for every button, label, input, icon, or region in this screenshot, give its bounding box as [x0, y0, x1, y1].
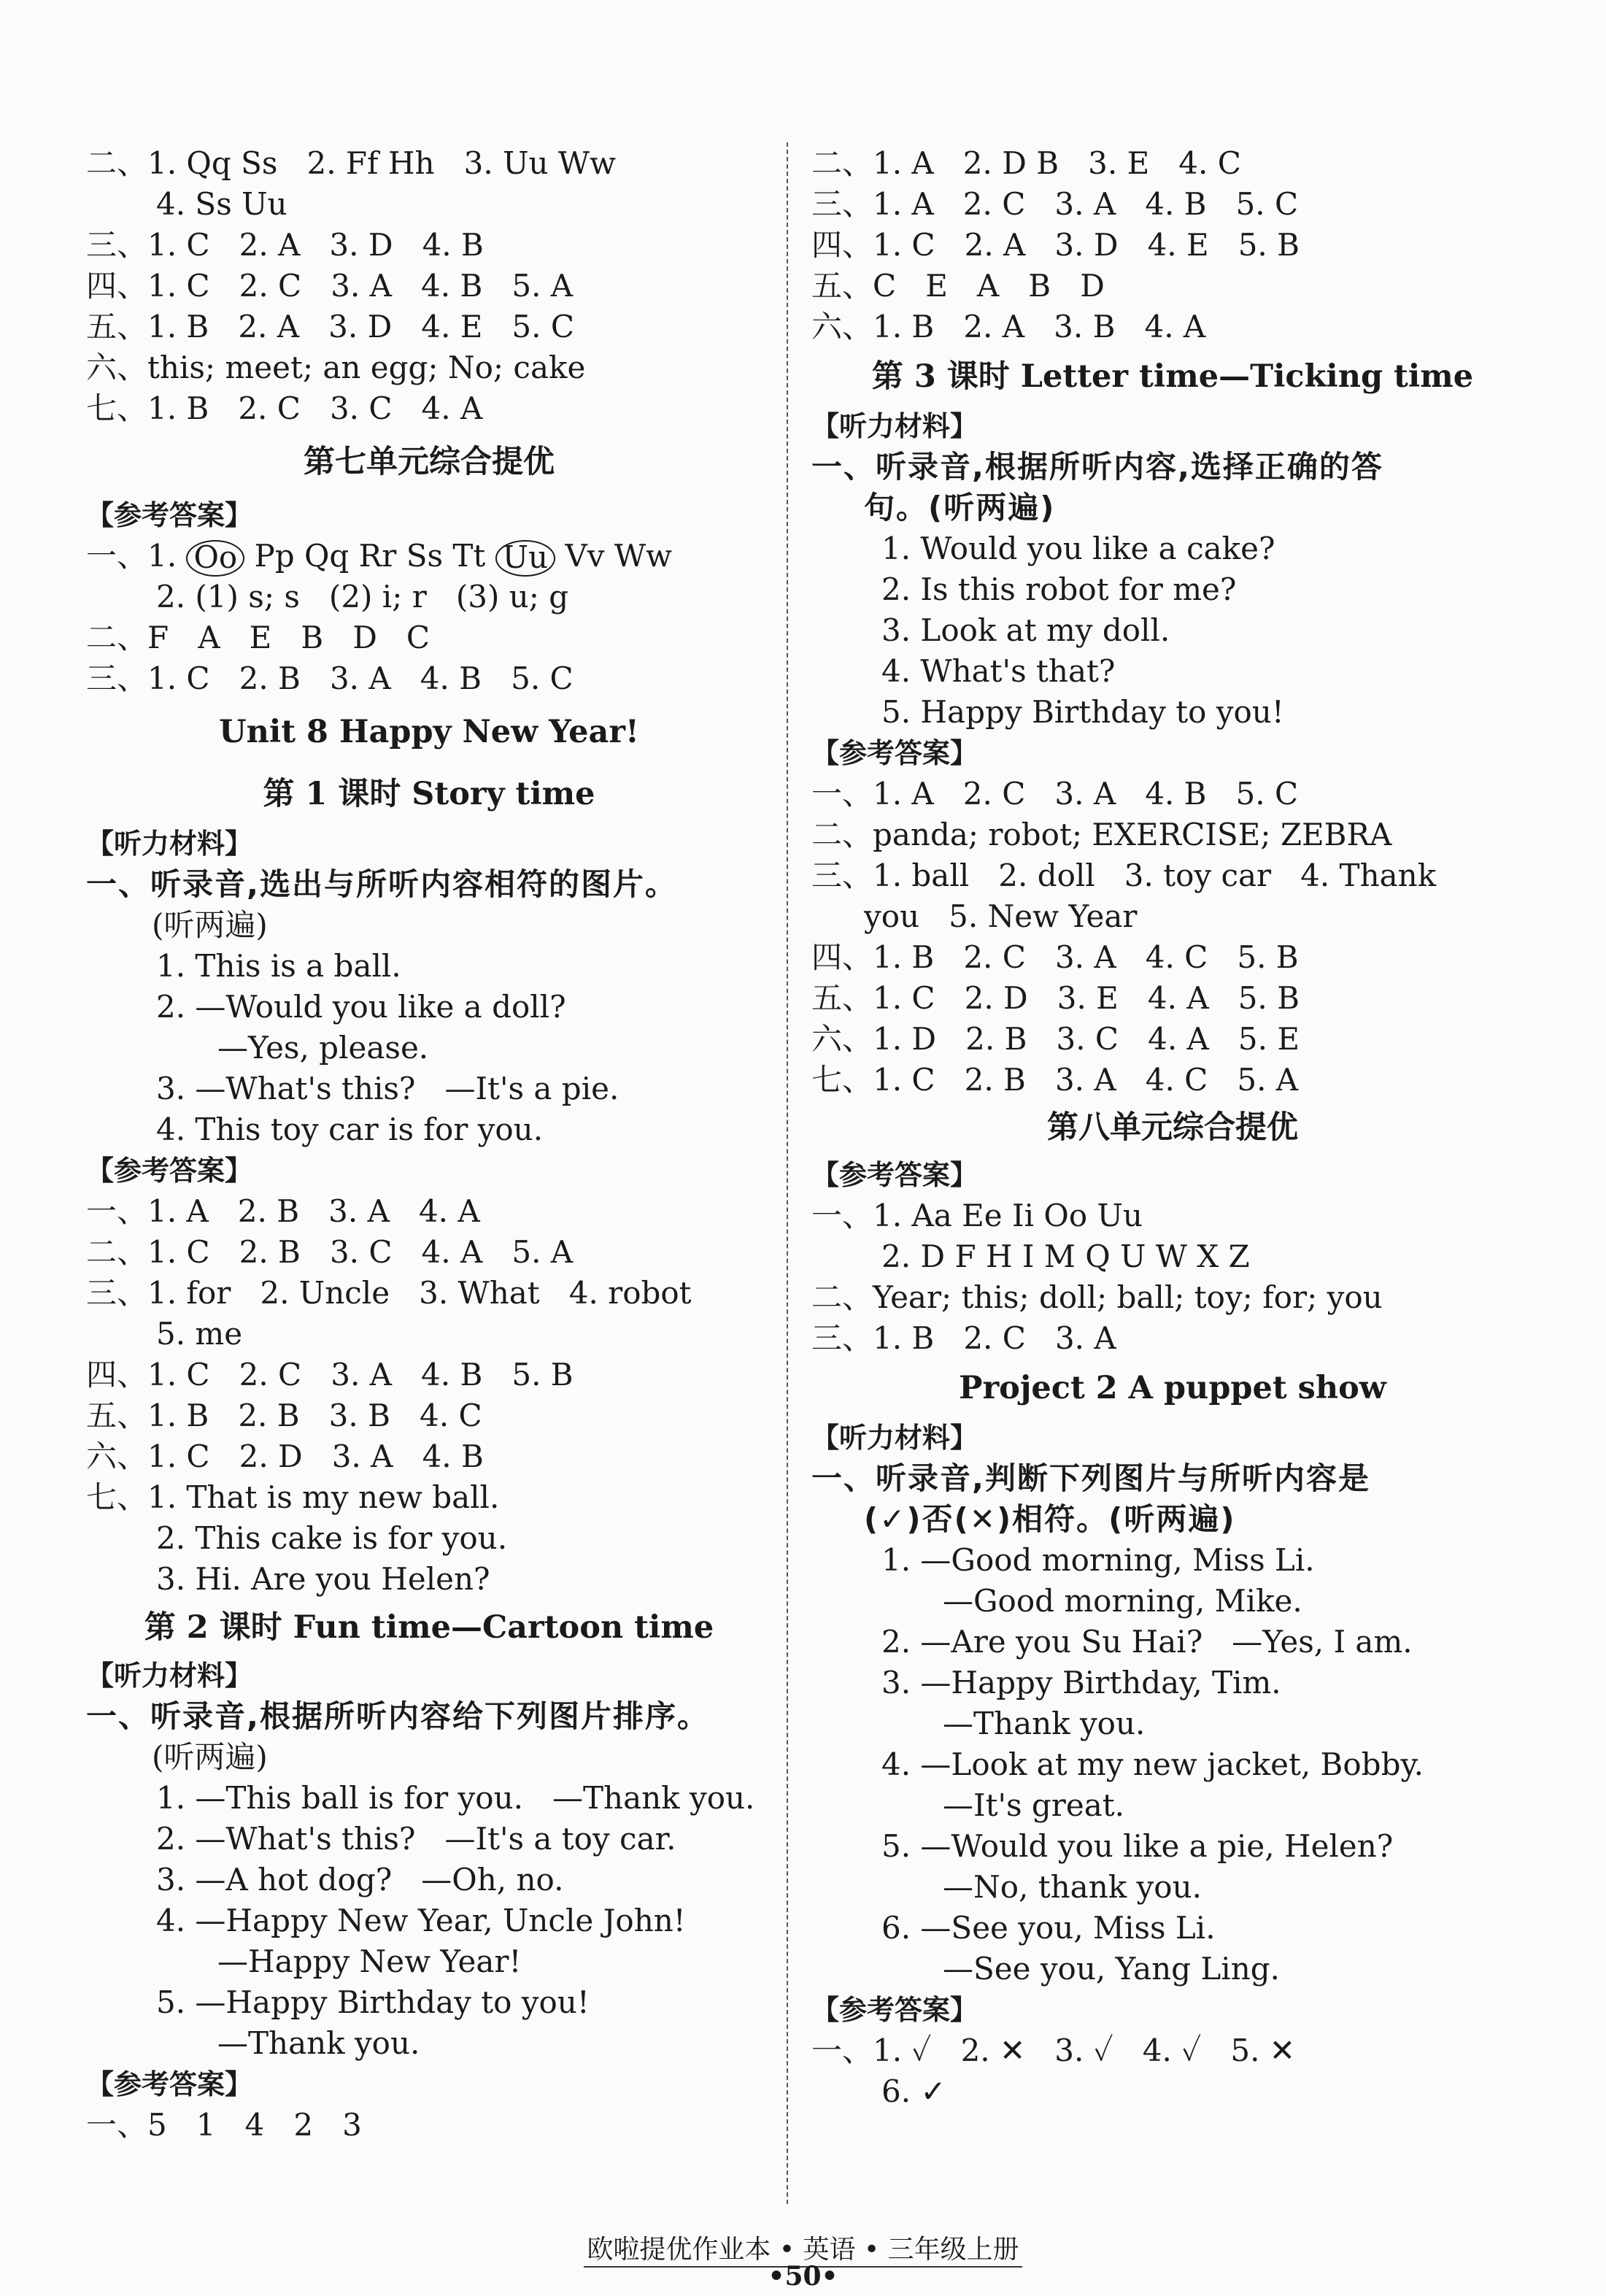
- question-text: 一、听录音,根据所听内容给下列图片排序。: [86, 1698, 709, 1734]
- answer-line: 6. ✓: [881, 2073, 946, 2109]
- script-line: 1. —This ball is for you. —Thank you.: [156, 1780, 755, 1816]
- book-title-footer: 欧啦提优作业本 • 英语 • 三年级上册: [0, 2229, 1606, 2266]
- answer-line: 七、1. That is my new ball.: [86, 1479, 500, 1515]
- answer-line: 二、1. Qq Ss 2. Ff Hh 3. Uu Ww: [86, 145, 616, 181]
- answer-line: 三、1. ball 2. doll 3. toy car 4. Thank: [811, 858, 1437, 893]
- answer-line: 一、1. ✓ 2. ✕ 3. ✓ 4. ✓ 5. ✕: [811, 2033, 1295, 2068]
- script-line: 4. —Look at my new jacket, Bobby.: [881, 1746, 1424, 1782]
- answer-line: 二、Year; this; doll; ball; toy; for; you: [811, 1279, 1383, 1315]
- answer-label: 【参考答案】: [86, 1155, 253, 1187]
- answer-line: 四、1. B 2. C 3. A 4. C 5. B: [811, 939, 1299, 975]
- answer-line: 2. D F H I M Q U W X Z: [881, 1238, 1250, 1274]
- answer-line: 四、1. C 2. A 3. D 4. E 5. B: [811, 227, 1300, 263]
- answer-line: 二、F A E B D C: [86, 620, 431, 655]
- unit-heading: Unit 8 Happy New Year!: [219, 714, 639, 750]
- script-line: 3. —What's this? —It's a pie.: [156, 1071, 619, 1106]
- answer-line: 一、1. Aa Ee Ii Oo Uu: [811, 1198, 1143, 1233]
- page-number: •50•: [768, 2261, 838, 2292]
- script-line: —Good morning, Mike.: [943, 1583, 1302, 1619]
- answer-line: 三、1. A 2. C 3. A 4. B 5. C: [811, 186, 1299, 222]
- script-line: —Yes, please.: [217, 1030, 429, 1066]
- script-line: —It's great.: [943, 1787, 1125, 1823]
- answer-line: 五、1. C 2. D 3. E 4. A 5. B: [811, 980, 1300, 1016]
- answer-line: 五、C E A B D: [811, 268, 1105, 304]
- answer-line: 四、1. C 2. C 3. A 4. B 5. B: [86, 1357, 574, 1392]
- answer-line: 二、1. C 2. B 3. C 4. A 5. A: [86, 1234, 574, 1270]
- answer-line: you 5. New Year: [864, 898, 1138, 934]
- listening-label: 【听力材料】: [811, 1422, 978, 1454]
- script-line: 2. Is this robot for me?: [881, 571, 1237, 607]
- circled-letter: Oo: [186, 540, 244, 577]
- column-divider: [787, 142, 788, 2204]
- lesson-heading: 第 3 课时 Letter time—Ticking time: [871, 358, 1474, 395]
- question-text: 句。(听两遍): [864, 490, 1056, 525]
- answer-line: 六、1. C 2. D 3. A 4. B: [86, 1438, 484, 1474]
- answer-line: 2. This cake is for you.: [156, 1520, 508, 1556]
- answer-line: 一、1. A 2. B 3. A 4. A: [86, 1193, 480, 1229]
- answer-label: 【参考答案】: [811, 1994, 978, 2026]
- script-line: 5. —Would you like a pie, Helen?: [881, 1828, 1394, 1864]
- answer-line: 七、1. C 2. B 3. A 4. C 5. A: [811, 1062, 1299, 1098]
- answer-line: 一、1. A 2. C 3. A 4. B 5. C: [811, 776, 1299, 812]
- question-text: 一、听录音,判断下列图片与所听内容是: [811, 1460, 1370, 1496]
- script-line: —See you, Yang Ling.: [943, 1951, 1280, 1987]
- answer-line: 五、1. B 2. B 3. B 4. C: [86, 1398, 482, 1433]
- answer-line: 六、1. D 2. B 3. C 4. A 5. E: [811, 1021, 1300, 1057]
- script-line: 4. What's that?: [881, 653, 1116, 689]
- script-line: —Thank you.: [943, 1706, 1146, 1741]
- answer-line: 六、1. B 2. A 3. B 4. A: [811, 309, 1206, 344]
- script-line: —No, thank you.: [943, 1869, 1202, 1905]
- script-line: —Happy New Year!: [217, 1943, 522, 1979]
- answer-line: 三、1. C 2. A 3. D 4. B: [86, 227, 484, 263]
- question-text: 一、听录音,根据所听内容,选择正确的答: [811, 449, 1383, 485]
- answer-line: 2. (1) s; s (2) i; r (3) u; g: [156, 579, 569, 615]
- answer-line: 四、1. C 2. C 3. A 4. B 5. A: [86, 268, 574, 304]
- section-heading: 第八单元综合提优: [1047, 1109, 1298, 1146]
- question-note: (听两遍): [152, 907, 268, 943]
- answer-line: 三、1. B 2. C 3. A: [811, 1320, 1116, 1356]
- script-line: 4. This toy car is for you.: [156, 1112, 544, 1147]
- script-line: —Thank you.: [217, 2025, 420, 2061]
- script-line: 1. This is a ball.: [156, 948, 401, 984]
- question-note: (听两遍): [152, 1739, 268, 1775]
- listening-label: 【听力材料】: [86, 828, 253, 860]
- answer-line: 二、1. A 2. D B 3. E 4. C: [811, 145, 1241, 181]
- answer-label: 【参考答案】: [811, 737, 978, 769]
- script-line: 3. Look at my doll.: [881, 612, 1170, 648]
- answer-label: 【参考答案】: [811, 1159, 978, 1191]
- script-line: 5. Happy Birthday to you!: [881, 694, 1284, 730]
- script-line: 2. —What's this? —It's a toy car.: [156, 1821, 676, 1857]
- answer-line: 六、this; meet; an egg; No; cake: [86, 350, 586, 385]
- right-column: [811, 143, 1534, 2112]
- script-line: 5. —Happy Birthday to you!: [156, 1984, 590, 2020]
- script-line: 1. —Good morning, Miss Li.: [881, 1542, 1315, 1578]
- answer-label: 【参考答案】: [86, 2068, 253, 2100]
- question-text: (✓)否(✕)相符。(听两遍): [864, 1501, 1236, 1537]
- script-line: 3. —Happy Birthday, Tim.: [881, 1665, 1281, 1700]
- listening-label: 【听力材料】: [86, 1660, 253, 1692]
- script-line: 1. Would you like a cake?: [881, 531, 1275, 566]
- answer-line: 三、1. for 2. Uncle 3. What 4. robot: [86, 1275, 692, 1311]
- script-line: 3. —A hot dog? —Oh, no.: [156, 1862, 564, 1898]
- listening-label: 【听力材料】: [811, 410, 978, 442]
- script-line: 2. —Would you like a doll?: [156, 989, 566, 1025]
- answer-line: 5. me: [156, 1316, 243, 1352]
- script-line: 2. —Are you Su Hai? —Yes, I am.: [881, 1624, 1413, 1660]
- answer-line: 七、1. B 2. C 3. C 4. A: [86, 390, 483, 426]
- script-line: 6. —See you, Miss Li.: [881, 1910, 1216, 1946]
- answer-line: 4. Ss Uu: [156, 186, 287, 222]
- answer-line: 一、1. Oo Pp Qq Rr Ss Tt Uu Vv Ww: [86, 538, 672, 575]
- project-heading: Project 2 A puppet show: [959, 1370, 1386, 1406]
- question-text: 一、听录音,选出与所听内容相符的图片。: [86, 866, 677, 902]
- lesson-heading: 第 2 课时 Fun time—Cartoon time: [144, 1609, 714, 1646]
- answer-line: 一、5 1 4 2 3: [86, 2107, 362, 2143]
- left-column: [86, 143, 772, 2146]
- answer-label: 【参考答案】: [86, 499, 253, 531]
- answer-line: 五、1. B 2. A 3. D 4. E 5. C: [86, 309, 574, 344]
- section-heading: 第七单元综合提优: [304, 444, 555, 480]
- script-line: 4. —Happy New Year, Uncle John!: [156, 1903, 686, 1938]
- circled-letter: Uu: [495, 540, 555, 577]
- answer-line: 三、1. C 2. B 3. A 4. B 5. C: [86, 660, 574, 696]
- answer-line: 二、panda; robot; EXERCISE; ZEBRA: [811, 817, 1392, 852]
- answer-line: 3. Hi. Are you Helen?: [156, 1561, 490, 1597]
- lesson-heading: 第 1 课时 Story time: [263, 776, 595, 812]
